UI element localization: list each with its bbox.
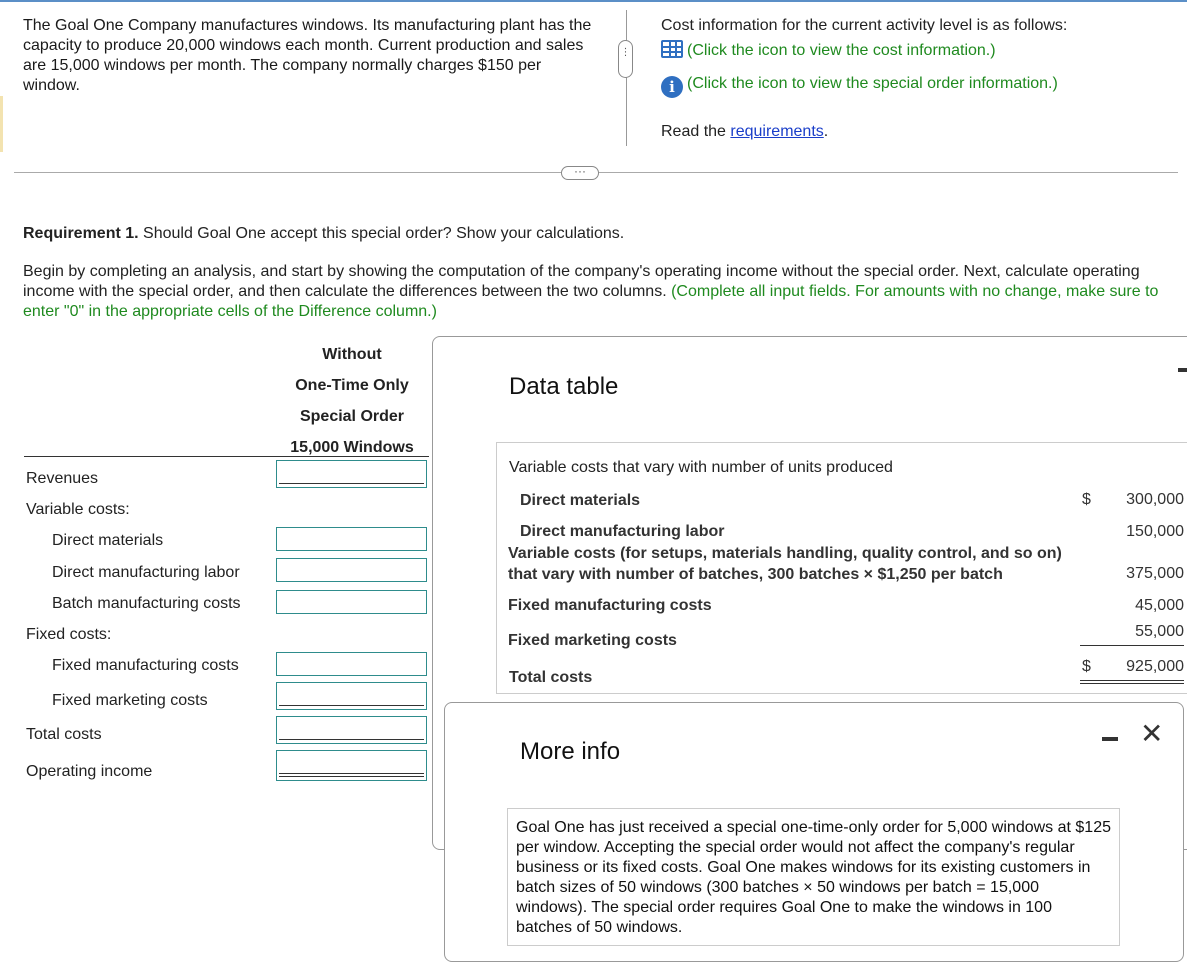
dt-label-batch-line1: Variable costs (for setups, materials handling, quality control, and so on) — [508, 545, 1062, 562]
dt-value-fixed-marketing: 55,000 — [1135, 623, 1184, 640]
instructions-note: (Complete all input fields. For amounts with no change, make sure to enter "0" in the appropriate cells of the Difference column.) — [23, 283, 1159, 320]
instructions-text: Begin by completing an analysis, and start by showing the computation of the company's operating income without the special order. Next, calculate operating income with the special order, and then calculate the differences between the two columns. — [23, 263, 1140, 300]
dt-subtitle: Variable costs that vary with number of units produced — [509, 459, 893, 476]
read-suffix: . — [823, 123, 829, 140]
dt-label-fixed-marketing: Fixed marketing costs — [508, 632, 677, 649]
minimize-icon[interactable] — [1102, 737, 1118, 741]
more-info-title: More info — [520, 738, 621, 765]
cost-info-heading: Cost information for the current activity level is as follows: — [661, 17, 1068, 34]
column-header-line: Without — [322, 346, 382, 363]
dt-label-direct-labor: Direct manufacturing labor — [520, 523, 725, 540]
instructions — [23, 262, 1173, 322]
dt-currency: $ — [1082, 491, 1091, 508]
dt-total-rule-bottom — [1080, 683, 1184, 684]
requirements-link[interactable]: requirements — [730, 123, 824, 140]
pane-divider-vertical — [626, 10, 627, 146]
requirement-label: Requirement 1. — [23, 225, 139, 242]
revenues-input[interactable] — [276, 460, 427, 488]
row-label-fixed-costs: Fixed costs: — [26, 626, 112, 643]
row-label-revenues: Revenues — [26, 470, 99, 487]
column-header-line: One-Time Only — [295, 377, 409, 394]
row-label-direct-labor: Direct manufacturing labor — [52, 564, 240, 581]
header-underline — [24, 456, 429, 457]
cost-info-link[interactable]: (Click the icon to view the cost information.) — [687, 42, 996, 59]
row-label-fixed-manufacturing: Fixed manufacturing costs — [52, 657, 239, 674]
info-icon[interactable]: i — [661, 76, 683, 98]
dt-total-rule-top — [1080, 680, 1184, 681]
operating-income-input[interactable] — [276, 750, 427, 781]
read-prefix: Read the — [661, 123, 731, 140]
dt-label-direct-materials: Direct materials — [520, 492, 641, 509]
table-icon[interactable] — [661, 40, 683, 58]
top-accent-line — [0, 0, 1187, 2]
total-costs-input[interactable] — [276, 716, 427, 744]
fixed-manufacturing-input[interactable] — [276, 652, 427, 676]
dt-value-fixed-manufacturing: 45,000 — [1135, 597, 1184, 614]
row-label-variable-costs: Variable costs: — [26, 501, 130, 518]
close-icon[interactable]: ✕ — [1140, 718, 1164, 749]
special-order-link[interactable]: (Click the icon to view the special order information.) — [687, 75, 1058, 92]
dt-label-batch-line2: that vary with number of batches, 300 batches × $1,250 per batch — [508, 566, 1003, 583]
dt-subtotal-rule — [1080, 645, 1184, 646]
more-info-text: Goal One has just received a special one-time-only order for 5,000 windows at $125 per window. Accepting the special order would not affect the company's regular business or its fixed costs. Goal One makes windows for its existing customers in batch sizes of 50 windows (300 batches × 50 windows per batch = 15,000 windows). The special order requires Goal One to make the windows in 100 batches of 50 windows. — [507, 808, 1120, 946]
dt-value-direct-materials: 300,000 — [1126, 491, 1184, 508]
dt-value-total: 925,000 — [1126, 658, 1184, 675]
problem-intro: The Goal One Company manufactures windows. Its manufacturing plant has the capacity to produce 20,000 windows each month. Current production and sales are 15,000 windows per month. The company normally charges $150 per window. — [23, 17, 592, 94]
requirement-question: Should Goal One accept this special order? Show your calculations. — [138, 225, 625, 242]
data-table-minimize-button[interactable] — [1178, 368, 1187, 372]
requirement-heading — [23, 225, 624, 243]
pane-resize-handle-vertical[interactable]: ⋮ — [618, 40, 633, 78]
left-margin-marker — [0, 96, 3, 152]
data-table-title: Data table — [509, 373, 619, 400]
pane-resize-handle-horizontal[interactable]: ··· — [561, 166, 599, 180]
batch-costs-input[interactable] — [276, 590, 427, 614]
dt-value-batch: 375,000 — [1126, 565, 1184, 582]
fixed-marketing-input[interactable] — [276, 682, 427, 710]
column-header-line: 15,000 Windows — [290, 439, 414, 456]
row-label-batch-costs: Batch manufacturing costs — [52, 595, 241, 612]
row-label-fixed-marketing: Fixed marketing costs — [52, 692, 208, 709]
row-label-total-costs: Total costs — [26, 726, 102, 743]
dt-total-currency: $ — [1082, 658, 1091, 675]
row-label-operating-income: Operating income — [26, 763, 153, 780]
dt-label-fixed-manufacturing: Fixed manufacturing costs — [508, 597, 712, 614]
dt-value-direct-labor: 150,000 — [1126, 523, 1184, 540]
direct-materials-input[interactable] — [276, 527, 427, 551]
column-header-without-order — [276, 339, 428, 463]
column-header-line: Special Order — [299, 408, 405, 425]
cost-info-section — [661, 16, 1181, 142]
row-label-direct-materials: Direct materials — [52, 532, 164, 549]
dt-label-total-costs: Total costs — [509, 669, 593, 686]
direct-labor-input[interactable] — [276, 558, 427, 582]
